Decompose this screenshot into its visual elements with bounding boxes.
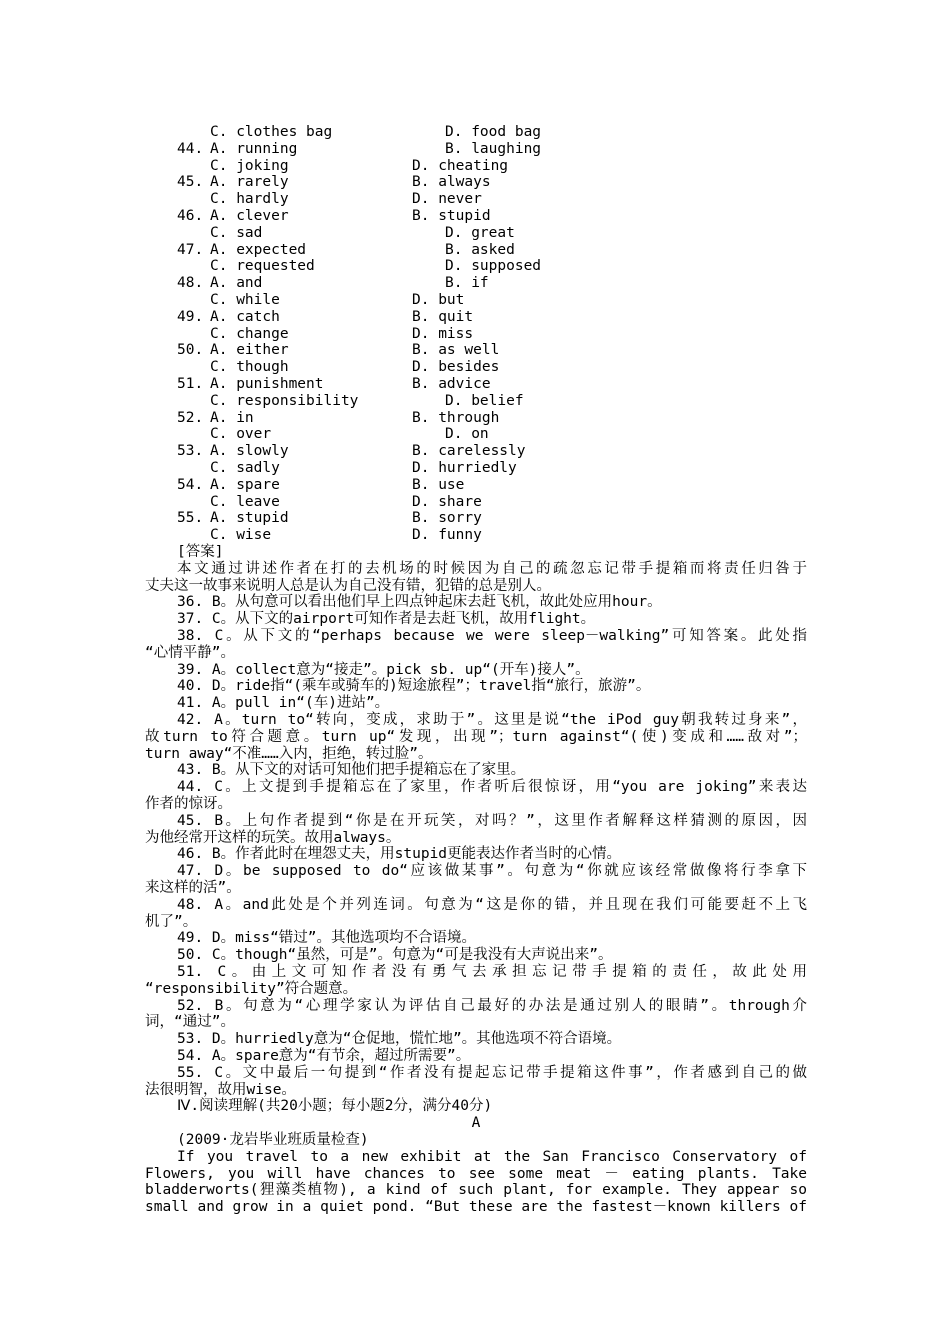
answer-line: 38. C。从下文的“perhaps because we were sleep－walking”可知答案。此处指 <box>177 628 807 644</box>
question-number: 48. <box>177 275 204 292</box>
option-left: C. change <box>210 325 289 342</box>
question-number: 51. <box>177 376 204 392</box>
question-number: 50. <box>177 342 204 359</box>
option-right: B. use <box>412 476 465 493</box>
option-right: B. carelessly <box>412 443 526 460</box>
answer-line: 作者的惊讶。 <box>145 796 232 812</box>
option-left: A. expected <box>210 241 307 258</box>
option-left: C. responsibility <box>210 392 359 409</box>
answer-line: 54. A。spare意为“有节余，超过所需要”。 <box>177 1048 471 1064</box>
answer-line: 为他经常开这样的玩笑。故用always。 <box>145 829 401 846</box>
option-left: C. requested <box>210 258 315 275</box>
passage-line: bladderworts(狸藻类植物), a kind of such plant, for example. They appear so <box>145 1182 807 1199</box>
question-number: 55. <box>177 510 204 527</box>
answer-line: turn away“不准……入内，拒绝，转过脸”。 <box>145 745 433 762</box>
answer-line: “responsibility”符合题意。 <box>145 980 358 997</box>
question-number: 47. <box>177 241 204 258</box>
option-right: D. share <box>412 493 482 510</box>
answer-line: “心情平静”。 <box>145 644 235 661</box>
answer-line: 来这样的活”。 <box>145 880 241 896</box>
option-right: D. but <box>412 292 465 308</box>
option-left: A. clever <box>210 208 289 224</box>
option-right: B. stupid <box>412 208 491 224</box>
answer-line: 46. B。作者此时在埋怨丈夫，用stupid更能表达作者当时的心情。 <box>177 846 622 863</box>
option-left: C. sadly <box>210 460 280 476</box>
answer-header: [答案] <box>177 544 224 560</box>
option-right: D. belief <box>445 392 524 409</box>
option-left: C. while <box>210 292 280 308</box>
option-left: A. either <box>210 342 289 359</box>
question-number: 44. <box>177 140 204 157</box>
option-right: B. as well <box>412 342 500 359</box>
answer-line: 41. A。pull in“(车)进站”。 <box>177 695 390 712</box>
question-number: 54. <box>177 476 204 493</box>
option-right: B. advice <box>412 376 491 392</box>
option-right: D. great <box>445 224 515 241</box>
answer-line: 词，“通过”。 <box>145 1014 235 1031</box>
option-left: C. sad <box>210 224 263 241</box>
source-line: (2009·龙岩毕业班质量检查) <box>177 1132 369 1148</box>
section-letter: A <box>471 1115 481 1132</box>
answer-line: 37. C。从下文的airport可知作者是去赶飞机，故用flight。 <box>177 611 596 628</box>
question-number: 49. <box>177 308 204 325</box>
option-right: B. asked <box>445 241 515 258</box>
passage-line: small and grow in a quiet pond. “But these are the fastest－known killers of <box>145 1199 807 1216</box>
option-right: B. laughing <box>445 140 542 157</box>
option-left: A. running <box>210 140 298 157</box>
answer-line: 52. B。句意为“心理学家认为评估自己最好的办法是通过别人的眼睛”。through介 <box>177 997 807 1014</box>
answer-line: 40. D。ride指“(乘车或骑车的)短途旅程”；travel指“旅行，旅游”。 <box>177 678 651 695</box>
option-left: C. over <box>210 426 272 443</box>
option-right: B. always <box>412 174 491 191</box>
passage-line: If you travel to a new exhibit at the San Francisco Conservatory of <box>177 1148 807 1165</box>
option-left: C. leave <box>210 493 280 510</box>
option-right: D. food bag <box>445 124 542 140</box>
answer-line: 故turn to符合题意。turn up“发现，出现”；turn against“(使)变成和……敌对”； <box>145 728 807 745</box>
option-left: A. catch <box>210 308 280 325</box>
answer-line: 50. C。though“虽然，可是”。句意为“可是我没有大声说出来”。 <box>177 947 613 964</box>
option-right: D. cheating <box>412 157 509 174</box>
option-right: D. besides <box>412 359 500 376</box>
answer-line: 36. B。从句意可以看出他们早上四点钟起床去赶飞机，故此处应用hour。 <box>177 594 662 611</box>
answer-line: 47. D。be supposed to do“应该做某事”。句意为“你就应该经常做像将行李拿下 <box>177 863 807 880</box>
answer-line: 48. A。and此处是个并列连词。句意为“这是你的错，并且现在我们可能要赶不上飞 <box>177 896 807 913</box>
answer-line: 55. C。文中最后一句提到“作者没有提起忘记带手提箱这件事”，作者感到自己的做 <box>177 1064 807 1081</box>
option-right: D. never <box>412 191 482 208</box>
answer-line: 法很明智，故用wise。 <box>145 1081 296 1098</box>
option-right: D. miss <box>412 325 474 342</box>
option-left: C. joking <box>210 157 289 174</box>
answer-line: 机了”。 <box>145 913 198 930</box>
option-left: A. in <box>210 409 254 426</box>
option-right: B. sorry <box>412 510 482 527</box>
option-left: C. wise <box>210 527 272 544</box>
option-right: D. hurriedly <box>412 460 517 476</box>
answer-line: 53. D。hurriedly意为“仓促地，慌忙地”。其他选项不符合语境。 <box>177 1031 622 1048</box>
question-number: 52. <box>177 409 204 426</box>
answer-line: 丈夫这一故事来说明人总是认为自己没有错，犯错的总是别人。 <box>145 577 551 594</box>
option-left: C. though <box>210 359 289 376</box>
answer-line: 43. B。从下文的对话可知他们把手提箱忘在了家里。 <box>177 762 526 779</box>
answer-line: 本文通过讲述作者在打的去机场的时候因为自己的疏忽忘记带手提箱而将责任归咎于 <box>177 560 807 577</box>
passage-line: Flowers, you will have chances to see some meat － eating plants. Take <box>145 1165 807 1182</box>
option-left: A. stupid <box>210 510 289 527</box>
answer-line: 45. B。上句作者提到“你是在开玩笑，对吗？”，这里作者解释这样猜测的原因，因 <box>177 812 807 829</box>
answer-line: 39. A。collect意为“接走”。pick sb. up“(开车)接人”。 <box>177 661 590 678</box>
option-left: A. slowly <box>210 443 289 460</box>
option-right: B. if <box>445 275 489 292</box>
question-number: 53. <box>177 443 204 460</box>
answer-line: Ⅳ.阅读理解(共20小题；每小题2分，满分40分) <box>177 1098 493 1115</box>
question-number: 46. <box>177 208 204 224</box>
option-left: C. clothes bag <box>210 124 333 140</box>
option-right: D. funny <box>412 527 482 544</box>
answer-line: 44. C。上文提到手提箱忘在了家里，作者听后很惊讶，用“you are joking”来表达 <box>177 779 807 796</box>
question-number: 45. <box>177 174 204 191</box>
option-left: A. punishment <box>210 376 324 392</box>
option-left: A. spare <box>210 476 280 493</box>
option-right: D. supposed <box>445 258 542 275</box>
option-right: B. through <box>412 409 500 426</box>
option-left: C. hardly <box>210 191 289 208</box>
answer-line: 49. D。miss“错过”。其他选项均不合语境。 <box>177 930 477 947</box>
option-left: A. and <box>210 275 263 292</box>
option-right: D. on <box>445 426 489 443</box>
answer-line: 42. A。turn to“转向，变成，求助于”。这里是说“the iPod guy朝我转过身来”， <box>177 712 807 728</box>
option-right: B. quit <box>412 308 474 325</box>
answer-line: 51. C。由上文可知作者没有勇气去承担忘记带手提箱的责任，故此处用 <box>177 964 807 980</box>
option-left: A. rarely <box>210 174 289 191</box>
